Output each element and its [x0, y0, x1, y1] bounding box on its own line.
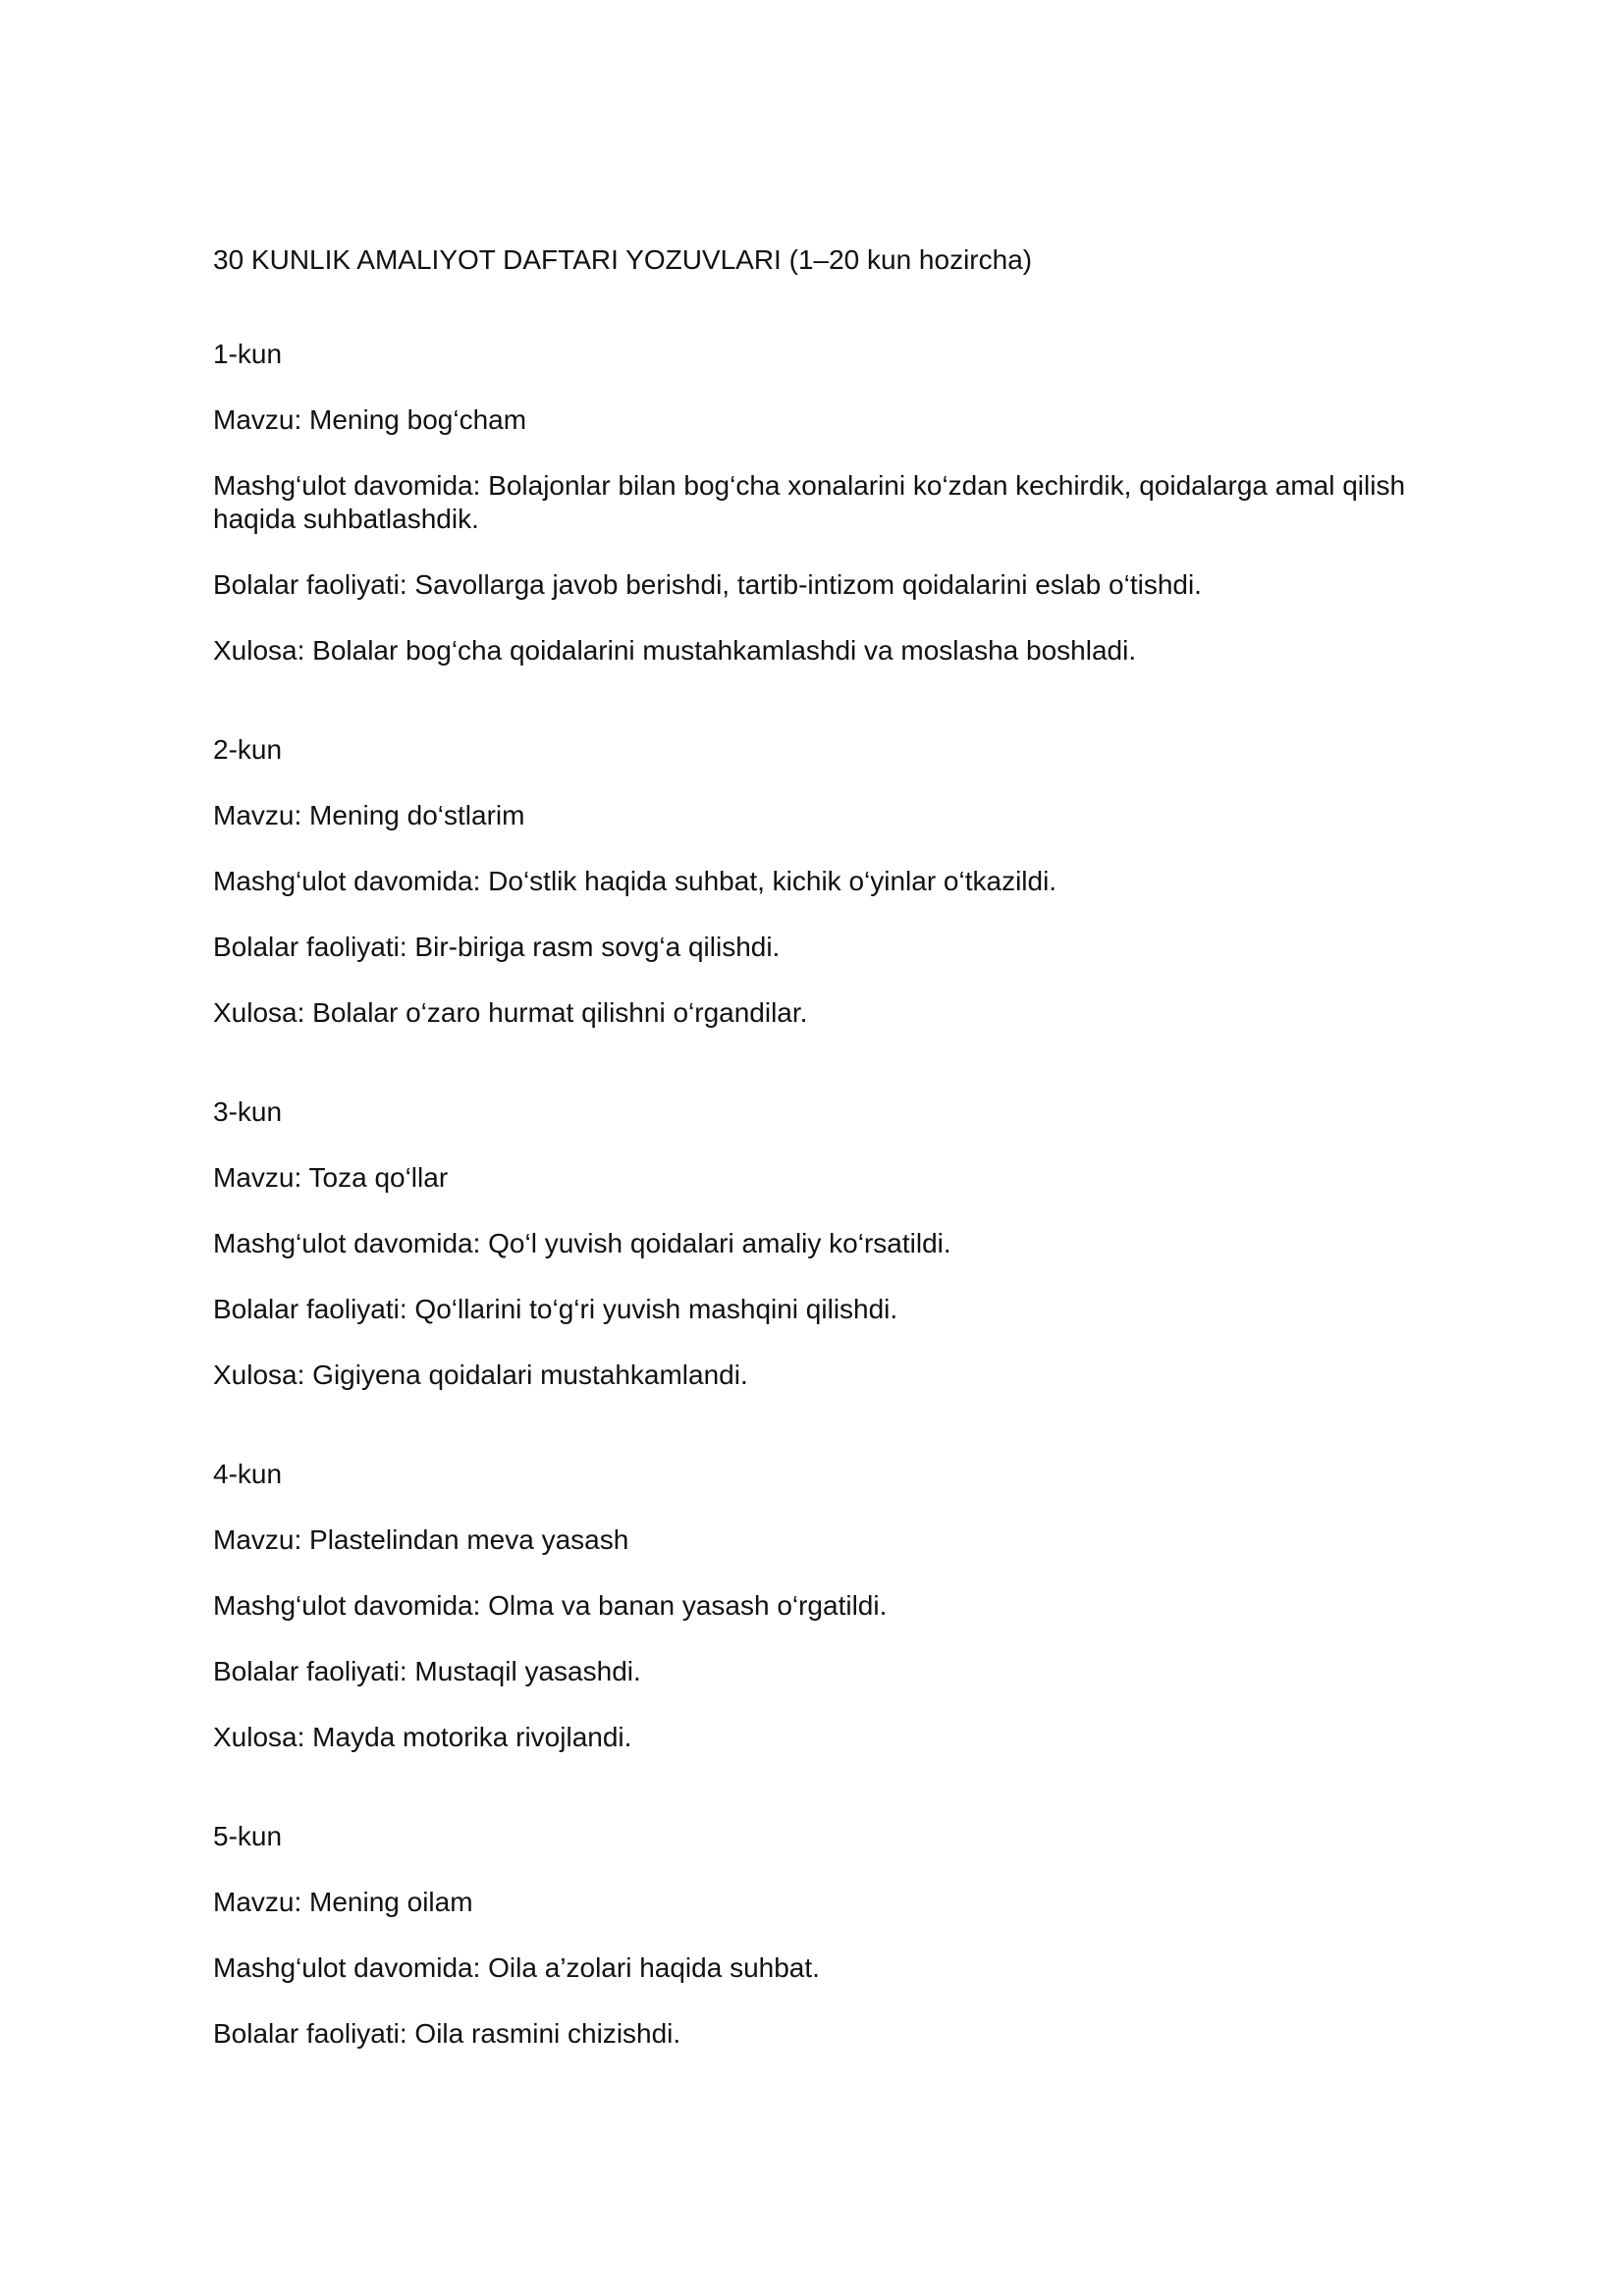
day-section-4 [213, 1458, 1440, 1754]
mashgulot-line: Mashg‘ulot davomida: Do‘stlik haqida suhbat, kichik o‘yinlar o‘tkazildi. [213, 866, 1057, 896]
document-title: 30 KUNLIK AMALIYOT DAFTARI YOZUVLARI (1–20 kun hozircha) [213, 244, 1033, 275]
faoliyat-line: Bolalar faoliyati: Bir-biriga rasm sovg‘a qilishdi. [213, 932, 781, 962]
day-section-1 [213, 338, 1440, 667]
faoliyat-line: Bolalar faoliyati: Oila rasmini chizishdi. [213, 2018, 681, 2049]
mavzu-line: Mavzu: Mening oilam [213, 1887, 473, 1917]
day-label: 1-kun [213, 339, 283, 369]
day-section-3 [213, 1095, 1440, 1392]
mavzu-line: Mavzu: Toza qo‘llar [213, 1162, 449, 1193]
mashgulot-line: Mashg‘ulot davomida: Bolajonlar bilan bog‘cha xonalarini ko‘zdan kechirdik, qoidalarga amal qilish haqida suhbatlashdik. [213, 470, 1406, 534]
mavzu-line: Mavzu: Mening do‘stlarim [213, 800, 525, 830]
day-label: 2-kun [213, 734, 283, 765]
mavzu-line: Mavzu: Mening bog‘cham [213, 404, 527, 435]
day-section-2 [213, 733, 1440, 1030]
faoliyat-line: Bolalar faoliyati: Savollarga javob berishdi, tartib-intizom qoidalarini eslab o‘tishdi. [213, 569, 1202, 600]
day-label: 3-kun [213, 1096, 283, 1127]
mashgulot-line: Mashg‘ulot davomida: Olma va banan yasash o‘rgatildi. [213, 1590, 888, 1621]
day-label: 4-kun [213, 1459, 283, 1489]
faoliyat-line: Bolalar faoliyati: Qo‘llarini to‘g‘ri yuvish mashqini qilishdi. [213, 1294, 898, 1324]
xulosa-line: Xulosa: Mayda motorika rivojlandi. [213, 1722, 632, 1752]
mavzu-line: Mavzu: Plastelindan meva yasash [213, 1524, 629, 1555]
mashgulot-line: Mashg‘ulot davomida: Oila a’zolari haqida suhbat. [213, 1952, 820, 1983]
xulosa-line: Xulosa: Bolalar o‘zaro hurmat qilishni o‘rgandilar. [213, 997, 808, 1028]
faoliyat-line: Bolalar faoliyati: Mustaqil yasashdi. [213, 1656, 641, 1686]
xulosa-line: Xulosa: Gigiyena qoidalari mustahkamlandi. [213, 1360, 748, 1390]
day-label: 5-kun [213, 1821, 283, 1851]
mashgulot-line: Mashg‘ulot davomida: Qo‘l yuvish qoidalari amaliy ko‘rsatildi. [213, 1228, 951, 1258]
day-section-5 [213, 1820, 1440, 2051]
xulosa-line: Xulosa: Bolalar bog‘cha qoidalarini mustahkamlashdi va moslasha boshladi. [213, 635, 1137, 666]
document-page [213, 243, 1440, 2116]
